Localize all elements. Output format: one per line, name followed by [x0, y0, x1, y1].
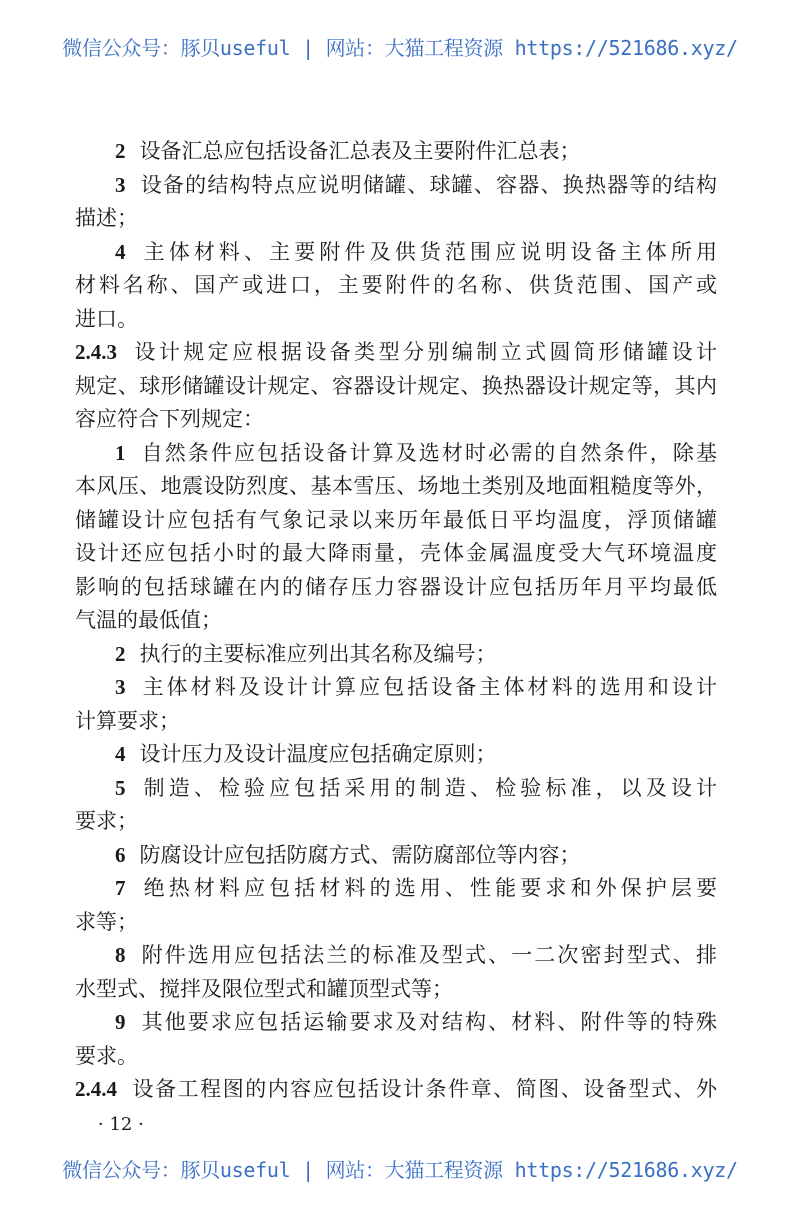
line-text: 影响的包括球罐在内的储存压力容器设计应包括历年月平均最低: [75, 574, 717, 599]
text-line: [75, 1073, 717, 1107]
line-text: 水型式、搅拌及限位型式和罐顶型式等；: [75, 976, 453, 1001]
text-line: [75, 939, 717, 973]
text-line: [75, 403, 717, 437]
text-line: [75, 705, 717, 739]
clause-number: 2: [115, 641, 126, 666]
text-line: [75, 738, 717, 772]
clause-number: 3: [115, 172, 126, 197]
text-line: [75, 1040, 717, 1074]
line-text: 规定、球形储罐设计规定、容器设计规定、换热器设计规定等，其内: [75, 373, 717, 398]
line-text: 求等；: [75, 909, 138, 934]
line-text: 设计压力及设计温度应包括确定原则；: [139, 742, 497, 766]
line-text: 主体材料及设计计算应包括设备主体材料的选用和设计: [139, 675, 717, 699]
text-line: [75, 202, 717, 236]
line-text: 储罐设计应包括有气象记录以来历年最低日平均温度，浮顶储罐: [75, 507, 717, 532]
line-text: 进口。: [75, 306, 138, 331]
text-line: [75, 537, 717, 571]
line-text: 设备汇总应包括设备汇总表及主要附件汇总表；: [139, 139, 581, 163]
text-line: [75, 638, 717, 672]
clause-number: 4: [115, 742, 126, 766]
clause-number: 6: [115, 842, 126, 867]
clause-number: 4: [115, 239, 126, 264]
text-line: [75, 772, 717, 806]
watermark-footer: 微信公众号：豚贝useful | 网站：大猫工程资源 https://521686.xyz/: [62, 1158, 738, 1182]
text-line: [75, 571, 717, 605]
text-line: [75, 303, 717, 337]
text-line: [75, 906, 717, 940]
text-line: [75, 169, 717, 203]
clause-number: 3: [115, 675, 126, 699]
line-text: 设计还应包括小时的最大降雨量，壳体金属温度受大气环境温度: [75, 541, 717, 565]
line-text: 设备的结构特点应说明储罐、球罐、容器、换热器等的结构: [139, 172, 717, 197]
line-text: 容应符合下列规定：: [75, 407, 264, 431]
line-text: 其他要求应包括运输要求及对结构、材料、附件等的特殊: [139, 1010, 717, 1034]
line-text: 绝热材料应包括材料的选用、性能要求和外保护层要: [139, 876, 717, 900]
text-line: [75, 973, 717, 1007]
text-line: [75, 269, 717, 303]
line-text: 防腐设计应包括防腐方式、需防腐部位等内容；: [139, 842, 581, 867]
clause-number: 9: [115, 1010, 126, 1034]
line-text: 材料名称、国产或进口，主要附件的名称、供货范围、国产或: [75, 273, 717, 297]
text-line: [75, 437, 717, 471]
text-line: [75, 805, 717, 839]
line-text: 计算要求；: [75, 708, 180, 733]
text-line: [75, 470, 717, 504]
clause-number: 2.4.3: [75, 340, 117, 364]
watermark-header: 微信公众号：豚贝useful | 网站：大猫工程资源 https://521686.xyz/: [62, 36, 738, 60]
line-text: 描述；: [75, 206, 138, 230]
text-line: [75, 504, 717, 538]
text-line: [75, 604, 717, 638]
line-text: 附件选用应包括法兰的标准及型式、一二次密封型式、排: [139, 943, 717, 967]
document-body: [75, 135, 717, 1107]
line-text: 执行的主要标准应列出其名称及编号；: [139, 641, 497, 666]
text-line: [75, 1006, 717, 1040]
line-text: 要求。: [75, 1043, 138, 1068]
clause-number: 5: [115, 775, 126, 800]
text-line: [75, 671, 717, 705]
line-text: 自然条件应包括设备计算及选材时必需的自然条件，除基: [139, 440, 717, 465]
clause-number: 8: [115, 943, 126, 967]
clause-number: 7: [115, 876, 126, 900]
line-text: 设备工程图的内容应包括设计条件章、简图、设备型式、外: [131, 1077, 717, 1101]
line-text: 本风压、地震设防烈度、基本雪压、场地土类别及地面粗糙度等外，: [75, 474, 717, 498]
text-line: [75, 135, 717, 169]
line-text: 要求；: [75, 809, 138, 833]
line-text: 气温的最低值；: [75, 608, 222, 632]
text-line: [75, 370, 717, 404]
line-text: 主体材料、主要附件及供货范围应说明设备主体所用: [139, 239, 717, 264]
line-text: 制造、检验应包括采用的制造、检验标准，以及设计: [139, 775, 717, 800]
clause-number: 2: [115, 139, 126, 163]
clause-number: 2.4.4: [75, 1077, 117, 1101]
text-line: [75, 872, 717, 906]
text-line: [75, 336, 717, 370]
line-text: 设计规定应根据设备类型分别编制立式圆筒形储罐设计: [131, 340, 717, 364]
page-number: · 12 ·: [98, 1114, 144, 1135]
clause-number: 1: [115, 440, 126, 465]
text-line: [75, 236, 717, 270]
text-line: [75, 839, 717, 873]
